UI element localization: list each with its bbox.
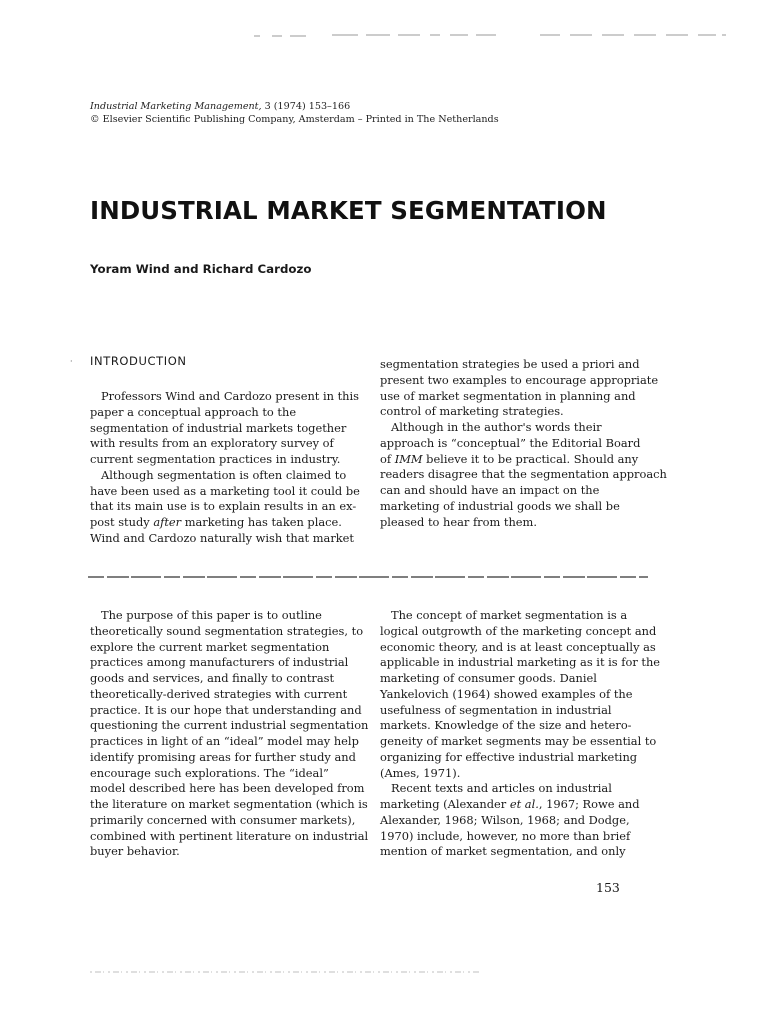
text-line: practices among manufacturers of industrial	[90, 655, 349, 670]
text-line: Yankelovich (1964) showed examples of the	[380, 686, 633, 701]
text-span: post study	[90, 515, 154, 529]
text-line: combined with pertinent literature on industrial	[90, 828, 369, 843]
body-right-column	[380, 608, 661, 860]
text-line: Wind and Cardozo naturally wish that market	[90, 530, 354, 545]
text-line: Although segmentation is often claimed to	[101, 467, 347, 482]
introduction-heading: INTRODUCTION	[90, 354, 187, 368]
text-line: theoretically-derived strategies with current	[90, 686, 348, 701]
text-line: goods and services, and finally to contrast	[90, 671, 335, 685]
text-line: buyer behavior.	[90, 844, 180, 859]
text-line: segmentation strategies be used a priori and	[380, 357, 640, 371]
journal-name: Industrial Marketing Management,	[90, 101, 262, 112]
text-line: that its main use is to explain results in an ex-	[90, 499, 357, 514]
text-line: present two examples to encourage appropriate	[380, 372, 659, 387]
text-line: marketing of consumer goods. Daniel	[380, 671, 597, 685]
text-line: readers disagree that the segmentation approach	[380, 467, 667, 482]
text-line: model described here has been developed from	[90, 781, 365, 796]
text-line: explore the current market segmentation	[90, 639, 330, 654]
text-line: Recent texts and articles on industrial	[391, 781, 612, 796]
journal-citation	[90, 100, 499, 126]
text-line: logical outgrowth of the marketing concept and	[380, 623, 657, 638]
scan-artifact-dots-bottom	[90, 966, 490, 976]
text-line: pleased to hear from them.	[380, 514, 537, 529]
emphasis-text: et al.	[509, 797, 539, 811]
text-line: The purpose of this paper is to outline	[101, 608, 322, 622]
text-line: have been used as a marketing tool it could be	[90, 483, 360, 498]
text-line: usefulness of segmentation in industrial	[380, 702, 612, 717]
emphasis-text: IMM	[394, 451, 423, 466]
text-line: paper a conceptual approach to the	[90, 404, 297, 419]
text-line: can and should have an impact on the	[380, 483, 600, 497]
text-line: 1970) include, however, no more than brief	[380, 828, 631, 843]
text-span: , 1967; Rowe and	[538, 797, 640, 811]
text-line: (Ames, 1971).	[380, 765, 461, 780]
text-line: Professors Wind and Cardozo present in this	[101, 389, 360, 403]
introduction-left-column	[90, 389, 365, 547]
text-line	[380, 452, 655, 468]
emphasis-text: after	[153, 515, 182, 529]
copyright-line: © Elsevier Scientific Publishing Company, Amsterdam – Printed in The Netherlands	[90, 114, 499, 125]
text-line: applicable in industrial marketing as it is for the	[380, 655, 661, 670]
text-line: the literature on market segmentation (which is	[90, 797, 368, 811]
text-line: markets. Knowledge of the size and hetero-	[380, 718, 632, 733]
text-line: The concept of market segmentation is a	[391, 608, 628, 622]
text-line: economic theory, and is at least conceptually as	[380, 639, 656, 654]
text-span: marketing (Alexander	[380, 797, 510, 811]
body-left-column	[90, 608, 369, 860]
article-title: INDUSTRIAL MARKET SEGMENTATION	[90, 196, 607, 225]
text-span: marketing has taken place.	[181, 515, 342, 529]
text-line: organizing for effective industrial marketing	[380, 749, 638, 764]
text-line: with results from an exploratory survey of	[90, 436, 334, 451]
text-line: use of market segmentation in planning and	[380, 388, 636, 403]
text-line: mention of market segmentation, and only	[380, 844, 626, 859]
margin-tick-mark: ·	[70, 357, 73, 366]
text-line: practice. It is our hope that understanding and	[90, 702, 362, 717]
text-line: approach is “conceptual” the Editorial Board	[380, 435, 641, 450]
scan-artifact-dashes-top	[240, 26, 740, 40]
text-line: primarily concerned with consumer markets),	[90, 812, 356, 827]
introduction-right-column	[380, 357, 667, 530]
text-span: believe it to be practical. Should any	[422, 451, 639, 466]
text-line: current segmentation practices in industry.	[90, 452, 341, 466]
text-line: theoretically sound segmentation strategies, to	[90, 623, 364, 638]
text-line	[380, 797, 655, 813]
section-divider-rule	[88, 574, 648, 580]
text-line: control of marketing strategies.	[380, 404, 564, 419]
text-line: Alexander, 1968; Wilson, 1968; and Dodge,	[380, 812, 630, 827]
text-line: segmentation of industrial markets together	[90, 420, 347, 435]
page-number: 153	[596, 880, 620, 895]
text-line: questioning the current industrial segmentation	[90, 718, 369, 733]
text-line: marketing of industrial goods we shall be	[380, 498, 620, 513]
text-span: of	[380, 451, 395, 466]
text-line	[90, 515, 365, 531]
text-line: practices in light of an “ideal” model may help	[90, 734, 359, 748]
text-line: Although in the author's words their	[391, 420, 602, 434]
text-line: encourage such explorations. The “ideal”	[90, 765, 329, 780]
article-authors: Yoram Wind and Richard Cardozo	[90, 262, 312, 276]
text-line: identify promising areas for further study and	[90, 749, 356, 764]
text-line: geneity of market segments may be essential to	[380, 734, 657, 748]
journal-volume-pages: 3 (1974) 153–166	[261, 101, 351, 112]
journal-reference-line	[90, 100, 499, 113]
